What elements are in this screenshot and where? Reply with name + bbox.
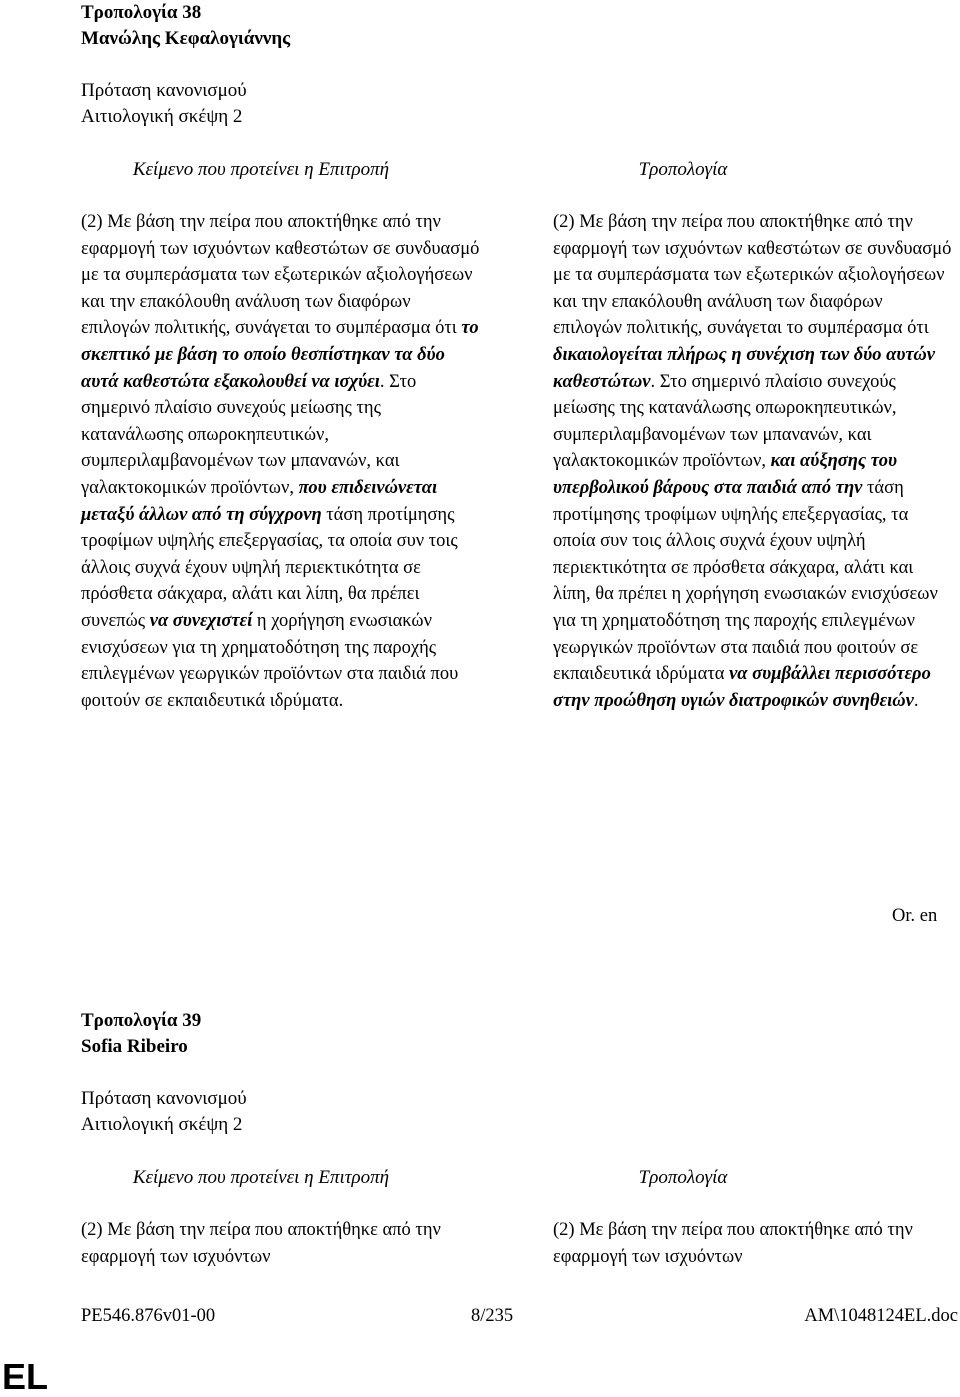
text-segment: η χορήγηση ενωσιακών ενισχύσεων για τη χρηματοδότηση της παροχής επιλεγμένων γεωργικών προϊόντων στα παιδιά που φοιτούν σε εκπαιδευτικά ιδρύματα.	[81, 610, 459, 711]
amendment-author: Μανώλης Κεφαλογιάννης	[81, 28, 291, 49]
page-number: 8/235	[471, 1306, 514, 1326]
proposal-block	[81, 1086, 941, 1138]
commission-text-column	[81, 1165, 481, 1270]
document-reference: PE546.876v01-00	[81, 1306, 216, 1326]
emphasized-text: που επιδεινώνεται μεταξύ άλλων από τη σύγχρονη	[81, 477, 438, 525]
text-segment: τάση προτίμησης τροφίμων υψηλής επεξεργασίας, τα οποία συν τοις άλλοις συχνά έχουν υψηλή περιεκτικότητα σε πρόσθετα σάκχαρα, αλάτι και λίπη, θα πρέπει συνεπώς	[81, 504, 458, 631]
amendment-heading: Τροπολογία	[638, 1167, 728, 1188]
amendment-column	[553, 1165, 953, 1270]
commission-text-heading: Κείμενο που προτείνει η Επιτροπή	[132, 159, 390, 180]
commission-text	[81, 209, 481, 714]
commission-text-heading: Κείμενο που προτείνει η Επιτροπή	[132, 1167, 390, 1188]
amendment-39	[81, 1008, 941, 1138]
document-filename: AM\1048124EL.doc	[804, 1306, 958, 1326]
emphasized-text: και αύξησης του υπερβολικού βάρους στα παιδιά από την	[553, 451, 898, 498]
text-segment: (2) Με βάση την πείρα που αποκτήθηκε από την εφαρμογή των ισχυόντων καθεστώτων σε συνδυασμό με τα συμπεράσματα των εξωτερικών αξιολογήσεων και την επακόλουθη ανάλυση των διαφόρων επιλογών πολιτικής, συνάγεται το συμπέρασμα ότι	[553, 212, 952, 339]
emphasized-text: δικαιολογείται πλήρως η συνέχιση των δύο αυτών καθεστώτων	[553, 344, 935, 392]
text-segment: . Στο σημερινό πλαίσιο συνεχούς μείωσης της κατανάλωσης οπωροκηπευτικών, συμπεριλαμβανομένων των μπανανών, και γαλακτοκομικών προϊόντων,	[81, 371, 417, 498]
amendment-text	[553, 209, 953, 714]
amendment-author: Sofia Ribeiro	[81, 1036, 188, 1057]
original-language: Or. en	[892, 906, 938, 926]
amendment-text: (2) Με βάση την πείρα που αποκτήθηκε από την εφαρμογή των ισχυόντων	[553, 1220, 913, 1267]
commission-text-column	[81, 157, 481, 714]
text-segment: τάση προτίμησης τροφίμων υψηλής επεξεργασίας, τα οποία συν τοις άλλοις συχνά έχουν υψηλή περιεκτικότητα σε πρόσθετα σάκχαρα, αλάτι και λίπη, θα πρέπει η χορήγηση ενωσιακών ενισχύσεων για τη χρηματοδότηση της παροχής επιλεγμένων γεωργικών προϊόντων στα παιδιά που φοιτούν σε εκπαιδευτικά ιδρύματα	[553, 477, 938, 685]
recital-label: Αιτιολογική σκέψη 2	[81, 1114, 243, 1135]
proposal-label: Πρόταση κανονισμού	[81, 1088, 247, 1109]
proposal-block	[81, 78, 941, 130]
text-segment: .	[913, 690, 919, 711]
text-segment: . Στο σημερινό πλαίσιο συνεχούς μείωσης της κατανάλωσης οπωροκηπευτικών, συμπεριλαμβανομένων των μπανανών, και γαλακτοκομικών προϊόντων,	[553, 371, 897, 472]
amendment-title: Τροπολογία 38	[81, 2, 202, 23]
amendment-38	[81, 0, 941, 130]
emphasized-text: να συμβάλλει περισσότερο στην προώθηση υγιών διατροφικών συνηθειών	[553, 664, 931, 711]
emphasized-text: το σκεπτικό με βάση το οποίο θεσπίστηκαν τα δύο αυτά καθεστώτα εξακολουθεί να ισχύει	[81, 318, 479, 392]
emphasized-text: να συνεχιστεί	[149, 610, 253, 631]
commission-text: (2) Με βάση την πείρα που αποκτήθηκε από την εφαρμογή των ισχυόντων	[81, 1220, 441, 1267]
language-code: EL	[2, 1356, 49, 1397]
amendment-column	[553, 157, 953, 714]
text-segment: (2) Με βάση την πείρα που αποκτήθηκε από την εφαρμογή των ισχυόντων καθεστώτων σε συνδυασμό με τα συμπεράσματα των εξωτερικών αξιολογήσεων και την επακόλουθη ανάλυση των διαφόρων επιλογών πολιτικής, συνάγεται το συμπέρασμα ότι	[81, 212, 480, 339]
amendment-title: Τροπολογία 39	[81, 1010, 202, 1031]
amendment-heading: Τροπολογία	[638, 159, 728, 180]
proposal-label: Πρόταση κανονισμού	[81, 80, 247, 101]
recital-label: Αιτιολογική σκέψη 2	[81, 106, 243, 127]
